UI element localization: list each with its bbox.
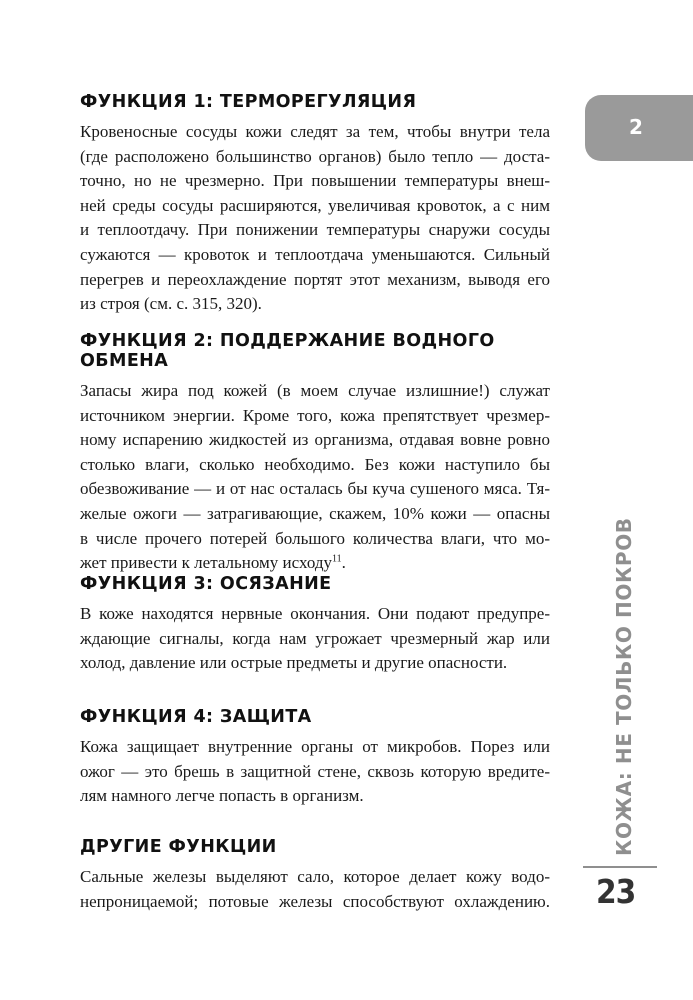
text-line: ожог — это брешь в защитной стене, сквозь которую вредите- — [80, 761, 550, 781]
text-line: в числе прочего потерей большого количества влаги, что мо- — [80, 528, 550, 548]
page-number: 23 — [596, 872, 636, 911]
section-touch — [80, 574, 550, 676]
section-body — [80, 865, 550, 914]
section-other-functions — [80, 837, 550, 914]
footnote-marker[interactable]: 11 — [331, 553, 342, 565]
text-line: столько влаги, сколько необходимо. Без кожи наступило бы — [80, 454, 550, 474]
text-line: лям намного легче попасть в организм. — [80, 786, 364, 806]
text-line: из строя (см. с. 315, 320). — [80, 294, 262, 314]
text-line: жет привести к летальному исходу$^{11}$. — [80, 553, 346, 573]
text-line: холод, давление или острые предметы и другие опасности. — [80, 653, 508, 673]
text-line: точно, но не чрезмерно. При повышении температуры внеш- — [80, 171, 550, 191]
section-body — [80, 602, 550, 676]
chapter-number: 2 — [629, 115, 643, 139]
text-line: сужаются — кровоток и теплоотдача уменьшаются. Сильный — [80, 244, 550, 264]
text-line: ждающие сигналы, когда нам угрожает чрезмерный жар или — [80, 628, 550, 648]
text-line: В коже находятся нервные окончания. Они подают предупре- — [80, 604, 550, 623]
text-line: Сальные железы выделяют сало, которое делает кожу водо- — [80, 867, 550, 886]
section-heading: ФУНКЦИЯ 3: ОСЯЗАНИЕ — [80, 574, 332, 594]
section-thermoregulation — [80, 92, 550, 317]
section-heading: ФУНКЦИЯ 1: ТЕРМОРЕГУЛЯЦИЯ — [80, 92, 417, 112]
section-body — [80, 120, 550, 317]
text-line: источником энергии. Кроме того, кожа препятствует чрезмер- — [80, 405, 550, 425]
text-line: Запасы жира под кожей (в моем случае излишние!) служат — [80, 381, 550, 400]
chapter-tab — [585, 95, 693, 161]
text-line: Кожа защищает внутренние органы от микробов. Порез или — [80, 737, 550, 756]
section-body — [80, 379, 550, 576]
text-line: перегрев и переохлаждение портят этот механизм, выводя его — [80, 269, 550, 289]
text-line: непроницаемой; потовые железы способствуют охлаждению. — [80, 891, 550, 911]
text-line: ней среды сосуды расширяются, увеличивая кровоток, а с ним — [80, 195, 550, 215]
section-heading: ФУНКЦИЯ 4: ЗАЩИТА — [80, 707, 312, 727]
footer-rule — [583, 866, 657, 868]
text-line: (где расположено большинство органов) было тепло — доста- — [80, 146, 550, 166]
section-heading: ФУНКЦИЯ 2: ПОДДЕРЖАНИЕ ВОДНОГО ОБМЕНА — [80, 331, 495, 371]
running-head: КОЖА: НЕ ТОЛЬКО ПОКРОВ — [612, 517, 636, 856]
section-body — [80, 735, 550, 809]
text-line: ному испарению жидкостей из организма, отдавая вовне ровно — [80, 430, 550, 450]
section-protection — [80, 707, 550, 809]
section-water-balance — [80, 331, 550, 576]
section-heading: ДРУГИЕ ФУНКЦИИ — [80, 837, 277, 857]
text-line: и теплоотдачу. При понижении температуры снаружи сосуды — [80, 220, 550, 240]
text-line: Кровеносные сосуды кожи следят за тем, чтобы внутри тела — [80, 122, 550, 141]
text-line-content: жет привести к летальному исходу — [80, 553, 332, 573]
text-line: обезвоживание — и от нас осталась бы куча сушеного мяса. Тя- — [80, 479, 550, 499]
text-line: желые ожоги — затрагивающие, скажем, 10% кожи — опасны — [80, 503, 550, 523]
